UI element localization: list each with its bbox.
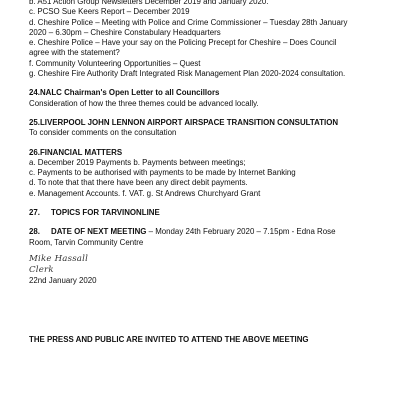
clerk-signature-name: Mike Hassall xyxy=(29,253,89,264)
item-28-heading: DATE OF NEXT MEETING xyxy=(51,227,147,237)
item-24-heading: 24.NALC Chairman's Open Letter to all Councillors xyxy=(29,88,220,98)
agenda-item-27 xyxy=(29,208,384,218)
clerk-signature-role: Clerk xyxy=(29,264,54,275)
correspondence-item-d-line2: 2020 – 6.30pm – Cheshire Constabulary Headquarters xyxy=(29,27,221,37)
correspondence-item-b: b. A51 Action Group Newsletters December 2019 and January 2020. xyxy=(29,0,269,6)
item-28-number: 28. xyxy=(29,227,40,237)
correspondence-item-d-line1: d. Cheshire Police – Meeting with Police and Crime Commissioner – Tuesday 28th January xyxy=(29,17,348,27)
item-24-text: Consideration of how the three themes could be advanced locally. xyxy=(29,98,259,108)
item-28-text: – Monday 24th February 2020 – 7.15pm - Edna Rose xyxy=(146,227,336,237)
correspondence-item-g: g. Cheshire Fire Authority Draft Integrated Risk Management Plan 2020-2024 consultation. xyxy=(29,69,346,79)
item-26-line-c: c. Payments to be authorised with payments to be made by Internet Banking xyxy=(29,168,296,178)
item-25-heading: 25.LIVERPOOL JOHN LENNON AIRPORT AIRSPACE TRANSITION CONSULTATION xyxy=(29,117,339,127)
item-26-line-a: a. December 2019 Payments b. Payments between meetings; xyxy=(29,157,246,167)
press-public-notice: THE PRESS AND PUBLIC ARE INVITED TO ATTEND THE ABOVE MEETING xyxy=(29,335,309,344)
item-28-text-line2: Room, Tarvin Community Centre xyxy=(29,237,144,247)
item-27-heading xyxy=(29,208,384,218)
item-25-text: To consider comments on the consultation xyxy=(29,128,177,138)
correspondence-item-e-line1: e. Cheshire Police – Have your say on the Policing Precept for Cheshire – Does Council xyxy=(29,38,337,48)
signature-block xyxy=(29,254,384,286)
item-27-title: TOPICS FOR TARVINONLINE xyxy=(51,208,160,218)
agenda-correspondence-list xyxy=(29,0,384,79)
item-26-heading: 26.FINANCIAL MATTERS xyxy=(29,147,123,157)
item-28-line1 xyxy=(29,227,384,237)
item-26-line-e: e. Management Accounts. f. VAT. g. St Andrews Churchyard Grant xyxy=(29,188,261,198)
signature-date: 22nd January 2020 xyxy=(29,275,97,285)
item-26-line-d: d. To note that that there have been any direct debit payments. xyxy=(29,178,248,188)
correspondence-item-c: c. PCSO Sue Keers Report – December 2019 xyxy=(29,7,190,17)
item-27-number: 27. xyxy=(29,208,40,218)
agenda-item-24 xyxy=(29,88,384,109)
agenda-item-28 xyxy=(29,227,384,248)
correspondence-item-f: f. Community Volunteering Opportunities – Quest xyxy=(29,58,201,68)
correspondence-item-e-line2: agree with the statement? xyxy=(29,48,120,58)
agenda-item-26 xyxy=(29,148,384,199)
agenda-document xyxy=(29,0,384,286)
agenda-item-25 xyxy=(29,118,384,139)
